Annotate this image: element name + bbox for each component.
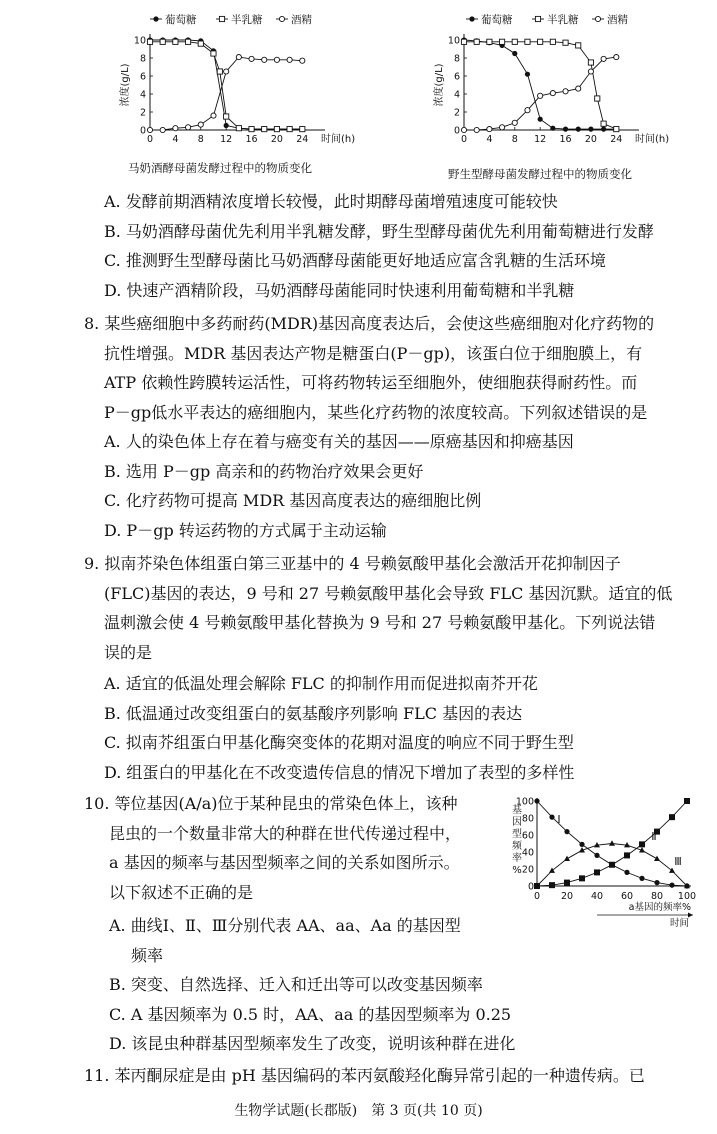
page-footer: 生物学试题(长郡版) 第 3 页(共 10 页) — [234, 1103, 483, 1119]
data-point-2 — [564, 856, 570, 861]
q8-line: P－gp低水平表达的癌细胞内，某些化疗药物的浓度较高。下列叙述错误的是 — [104, 402, 648, 422]
chart-wild-yeast-plot — [424, 10, 670, 148]
data-point-2 — [185, 125, 190, 130]
data-point-0 — [601, 127, 606, 132]
curve-label-3: Ⅲ — [674, 854, 682, 868]
x-tick-label: 20 — [270, 134, 283, 145]
data-point-2 — [300, 58, 305, 63]
data-point-1 — [185, 39, 190, 44]
data-point-2 — [461, 127, 466, 132]
chart-genotype-frequency — [500, 795, 710, 930]
data-point-1 — [609, 862, 615, 868]
chart-milk-yeast-plot — [118, 10, 356, 148]
q9-line: 误的是 — [104, 642, 153, 662]
data-point-1 — [601, 121, 606, 126]
data-point-0 — [564, 829, 569, 834]
data-point-0 — [534, 798, 539, 803]
y-axis-label-char: 率 — [512, 853, 522, 864]
data-point-2 — [601, 56, 606, 61]
legend-label-2: 酒精 — [607, 14, 628, 26]
x-tick-label: 0 — [533, 891, 541, 902]
data-point-1 — [639, 841, 645, 847]
data-point-2 — [563, 89, 568, 94]
data-point-1 — [614, 127, 619, 132]
legend-label-0: 葡萄糖 — [165, 14, 197, 26]
data-point-1 — [579, 875, 585, 881]
data-point-2 — [549, 868, 555, 873]
chart-milk-yeast — [118, 10, 356, 148]
q9-line: (FLC)基因的表达，9 号和 27 号赖氨酸甲基化会导致 FLC 基因沉默。适宜的低 — [104, 583, 673, 603]
x-tick-label: 0 — [460, 134, 468, 145]
legend-label-0: 葡萄糖 — [481, 14, 513, 26]
chart-wild-yeast — [424, 10, 670, 148]
x-tick-label: 24 — [610, 134, 623, 145]
x-axis-label: a基因的频率% — [628, 902, 691, 913]
q9-option-b: B. 低温通过改变组蛋白的氨基酸序列影响 FLC 基因的表达 — [104, 703, 523, 723]
y-tick-label: 0 — [453, 125, 460, 137]
data-point-1 — [160, 39, 165, 44]
data-point-0 — [669, 883, 674, 888]
data-point-0 — [525, 72, 530, 77]
data-point-0 — [624, 870, 629, 875]
x-tick-label: 20 — [560, 891, 574, 902]
y-tick-label: 0 — [527, 881, 534, 893]
legend-marker — [279, 16, 284, 21]
legend-label-1: 半乳糖 — [231, 14, 263, 26]
data-point-2 — [474, 127, 479, 132]
data-point-2 — [512, 120, 517, 125]
q10-option-a: A. 曲线Ⅰ、Ⅱ、Ⅲ分别代表 AA、aa、Aa 的基因型 — [109, 916, 461, 935]
legend-marker — [595, 16, 600, 21]
data-point-2 — [609, 840, 615, 845]
data-point-0 — [512, 51, 517, 56]
y-tick-label: 40 — [521, 847, 534, 859]
y-tick-label: 10 — [447, 35, 460, 47]
x-tick-label: 12 — [220, 134, 233, 145]
y-tick-label: 10 — [133, 35, 146, 47]
legend-marker — [469, 16, 474, 21]
data-point-0 — [639, 876, 644, 881]
data-point-0 — [579, 842, 584, 847]
data-point-0 — [550, 126, 555, 131]
y-tick-label: 2 — [453, 107, 460, 119]
legend-marker — [535, 16, 540, 21]
x-tick-label: 12 — [534, 134, 547, 145]
y-tick-label: 20 — [521, 864, 534, 876]
data-point-1 — [147, 39, 152, 44]
q8-line: ATP 依赖性跨膜转运活性，可将药物转运至细胞外，使细胞获得耐药性。而 — [104, 373, 638, 392]
q10-line: 昆虫的一个数量非常大的种群在世代传递过程中， — [109, 823, 462, 843]
data-point-1 — [198, 41, 203, 46]
data-point-2 — [669, 868, 675, 873]
y-tick-label: 8 — [453, 53, 460, 65]
q8-option-a: A. 人的染色体上存在着与癌变有关的基因——原癌基因和抑癌基因 — [104, 432, 574, 451]
y-tick-label: 8 — [139, 53, 146, 65]
q8-option-b: B. 选用 P－gp 高亲和的药物治疗效果会更好 — [104, 461, 424, 481]
series-line-0 — [464, 40, 616, 129]
q10-option-b: B. 突变、自然选择、迁入和迁出等可以改变基因频率 — [109, 975, 483, 994]
y-axis-label-char: 型 — [512, 829, 522, 840]
curve-label-2: Ⅱ — [651, 830, 657, 844]
x-tick-label: 80 — [650, 891, 664, 902]
y-tick-label: 4 — [139, 89, 146, 101]
q9-options — [104, 669, 574, 787]
q9-line: 温刺激会使 4 号赖氨酸甲基化替换为 9 号和 27 号赖氨酸甲基化。下列说法错 — [104, 613, 656, 632]
y-axis-label: 浓度(g/L) — [120, 63, 131, 107]
data-point-1 — [549, 882, 555, 888]
y-tick-label: 80 — [521, 813, 534, 825]
data-point-1 — [224, 114, 229, 119]
data-point-2 — [249, 56, 254, 61]
time-label: 时间 — [669, 918, 689, 929]
data-point-2 — [550, 91, 555, 96]
q7-option-b: B. 马奶酒酵母菌优先利用半乳糖发酵，野生型酵母菌优先利用葡萄糖进行发酵 — [104, 221, 654, 241]
q8-line: 抗性增强。MDR 基因表达产物是糖蛋白(P－gp)，该蛋白位于细胞膜上，有 — [104, 343, 643, 363]
x-tick-label: 8 — [511, 134, 518, 145]
data-point-1 — [461, 39, 466, 44]
q7-option-d: D. 快速产酒精阶段，马奶酒酵母菌能同时快速利用葡萄糖和半乳糖 — [104, 280, 575, 300]
data-point-1 — [211, 51, 216, 56]
data-point-0 — [654, 880, 659, 885]
x-axis-label: 时间(h) — [635, 134, 670, 145]
series-line-1 — [464, 42, 616, 129]
data-point-2 — [262, 57, 267, 62]
x-axis-label: 时间(h) — [321, 134, 356, 145]
q8-stem — [84, 309, 654, 427]
data-point-1 — [287, 127, 292, 132]
data-point-2 — [487, 127, 492, 132]
x-tick-label: 60 — [620, 891, 634, 902]
data-point-2 — [224, 69, 229, 74]
x-tick-label: 8 — [197, 134, 204, 145]
y-tick-label: 6 — [453, 71, 460, 83]
data-point-1 — [550, 39, 555, 44]
data-point-0 — [538, 117, 543, 122]
y-axis-label: 浓度(g/L) — [434, 63, 445, 107]
data-point-0 — [549, 815, 554, 820]
data-point-1 — [563, 40, 568, 45]
y-tick-label: 100 — [515, 796, 534, 808]
data-point-1 — [525, 39, 530, 44]
q10-line: a 基因的频率与基因型频率之间的关系如图所示。 — [109, 853, 460, 872]
chart-wild-yeast-caption: 野生型酵母菌发酵过程中的物质变化 — [448, 167, 632, 181]
data-point-0 — [224, 123, 229, 128]
data-point-2 — [160, 127, 165, 132]
y-axis-label-char: 因 — [512, 817, 522, 828]
x-tick-label: 0 — [146, 134, 154, 145]
x-tick-label: 20 — [584, 134, 597, 145]
data-point-2 — [499, 125, 504, 130]
data-point-1 — [474, 39, 479, 44]
time-arrow-head — [688, 913, 693, 918]
q8-option-d: D. P－gp 转运药物的方式属于主动运输 — [104, 520, 387, 540]
data-point-0 — [563, 127, 568, 132]
y-tick-label: 6 — [139, 71, 146, 83]
data-point-1 — [588, 60, 593, 65]
chart-genotype-frequency-plot — [500, 795, 710, 930]
q9-line: 9. 拟南芥染色体组蛋白第三亚基中的 4 号赖氨酸甲基化会激活开花抑制因子 — [84, 554, 621, 573]
q9-option-c: C. 拟南芥组蛋白甲基化酶突变体的花期对温度的响应不同于野生型 — [104, 733, 574, 752]
data-point-2 — [614, 55, 619, 60]
y-tick-label: 0 — [139, 125, 146, 137]
x-tick-label: 100 — [677, 891, 697, 902]
x-tick-label: 16 — [245, 134, 258, 145]
data-point-0 — [576, 127, 581, 132]
x-tick-label: 16 — [559, 134, 572, 145]
x-tick-label: 40 — [590, 891, 604, 902]
data-point-1 — [512, 39, 517, 44]
data-point-0 — [588, 127, 593, 132]
q10-option-c: C. A 基因频率为 0.5 时，AA、aa 的基因型频率为 0.25 — [109, 1004, 512, 1024]
q10-option-a-cont: 频率 — [131, 945, 164, 965]
q11-line: 11. 苯丙酮尿症是由 pH 基因编码的苯丙氨酸羟化酶异常引起的一种遗传病。已 — [84, 1066, 645, 1085]
q10-options — [109, 911, 515, 1059]
q8-line: 8. 某些癌细胞中多药耐药(MDR)基因高度表达后，会使这些癌细胞对化疗药物的 — [84, 314, 655, 333]
y-tick-label: 2 — [139, 107, 146, 119]
q8-option-c: C. 化疗药物可提高 MDR 基因高度表达的癌细胞比例 — [104, 491, 482, 510]
data-point-1 — [595, 96, 600, 101]
legend-label-1: 半乳糖 — [547, 14, 579, 26]
data-point-2 — [654, 856, 660, 861]
data-point-1 — [684, 798, 690, 804]
legend-marker — [153, 16, 158, 21]
y-axis-label-char: % — [512, 865, 522, 876]
q7-option-a: A. 发酵前期酒精浓度增长较慢，此时期酵母菌增殖速度可能较快 — [104, 192, 558, 211]
y-tick-label: 4 — [453, 89, 460, 101]
data-point-1 — [262, 127, 267, 132]
data-point-0 — [594, 853, 599, 858]
data-point-1 — [236, 126, 241, 131]
data-point-1 — [594, 869, 600, 875]
q10-line: 10. 等位基因(A/a)位于某种昆虫的常染色体上，该种 — [84, 794, 458, 813]
data-point-1 — [564, 880, 570, 886]
y-tick-label: 60 — [521, 830, 534, 842]
data-point-2 — [147, 127, 152, 132]
data-point-2 — [576, 86, 581, 91]
data-point-1 — [499, 39, 504, 44]
data-point-1 — [487, 39, 492, 44]
data-point-1 — [300, 127, 305, 132]
data-point-2 — [211, 113, 216, 118]
q9-option-a: A. 适宜的低温处理会解除 FLC 的抑制作用而促进拟南芥开花 — [104, 674, 538, 693]
data-point-1 — [576, 43, 581, 48]
q10-option-d: D. 该昆虫种群基因型频率发生了改变，说明该种群在进化 — [109, 1034, 516, 1053]
y-axis-label-char: 频 — [512, 841, 522, 852]
curve-label-1: Ⅰ — [557, 813, 561, 827]
data-point-1 — [217, 69, 222, 74]
x-tick-label: 4 — [486, 134, 493, 145]
data-point-2 — [198, 122, 203, 127]
data-point-1 — [274, 127, 279, 132]
x-tick-label: 4 — [172, 134, 179, 145]
q7-option-c: C. 推测野生型酵母菌比马奶酒酵母菌能更好地适应富含乳糖的生活环境 — [104, 251, 606, 270]
legend-label-2: 酒精 — [291, 14, 312, 26]
data-point-2 — [525, 108, 530, 113]
data-point-2 — [538, 93, 543, 98]
chart-milk-yeast-caption: 马奶酒酵母菌发酵过程中的物质变化 — [128, 161, 312, 175]
q10-stem — [84, 789, 461, 907]
q9-option-d: D. 组蛋白的甲基化在不改变遗传信息的情况下增加了表型的多样性 — [104, 762, 575, 782]
data-point-2 — [274, 57, 279, 62]
data-point-2 — [173, 126, 178, 131]
q8-options — [104, 427, 574, 545]
q9-stem — [84, 549, 672, 667]
data-point-2 — [287, 57, 292, 62]
data-point-1 — [249, 127, 254, 132]
data-point-1 — [669, 814, 675, 820]
q11-stem — [84, 1061, 645, 1091]
data-point-2 — [236, 55, 241, 60]
data-point-1 — [538, 39, 543, 44]
q7-options — [104, 187, 654, 305]
legend-marker — [219, 16, 224, 21]
data-point-2 — [588, 69, 593, 74]
x-tick-label: 24 — [296, 134, 309, 145]
data-point-1 — [173, 39, 178, 44]
q10-line: 以下叙述不正确的是 — [109, 882, 254, 902]
data-point-1 — [624, 852, 630, 858]
y-axis-label-char: 基 — [512, 805, 522, 816]
